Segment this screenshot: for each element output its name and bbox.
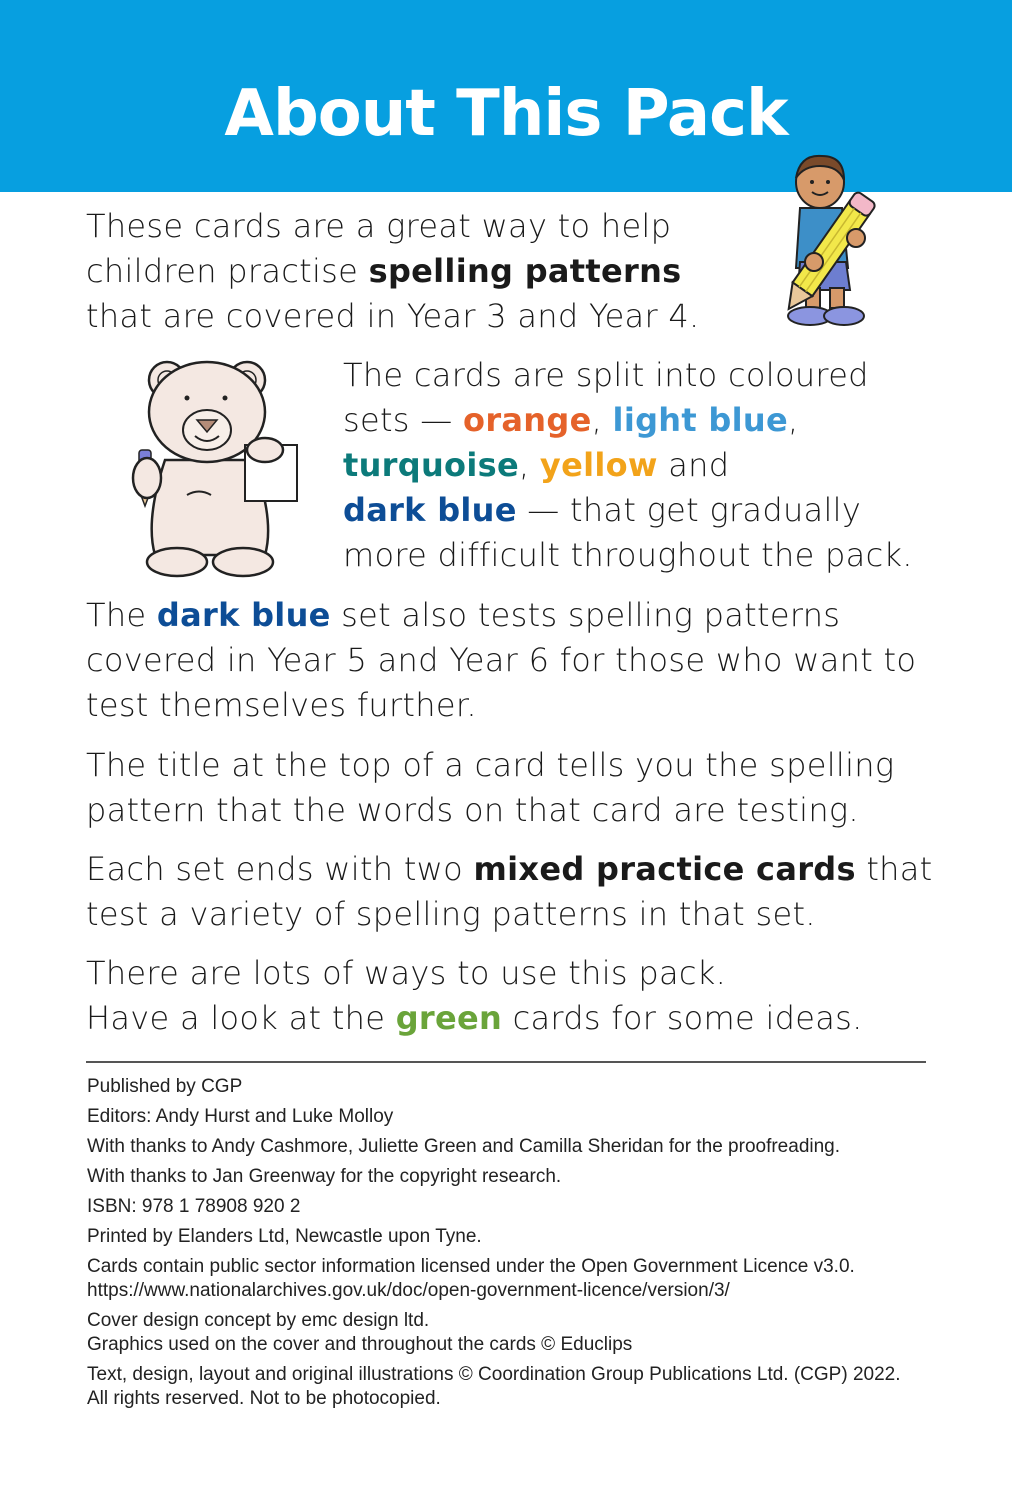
dark-blue-set-label: dark blue	[343, 491, 517, 529]
credit-printer: Printed by Elanders Ltd, Newcastle upon Tyne.	[87, 1226, 482, 1247]
spelling-patterns-emphasis: spelling patterns	[368, 252, 682, 290]
light-blue-set-label: light blue	[612, 401, 788, 439]
credit-copyright: Text, design, layout and original illustrations © Coordination Group Publications Ltd. (CGP) 2022.	[87, 1364, 901, 1385]
credit-publisher: Published by CGP	[87, 1076, 243, 1097]
sets-text: sets —	[343, 401, 464, 439]
section-divider	[86, 1061, 926, 1063]
sets-line-1: The cards are split into coloured	[343, 356, 869, 394]
paragraph-text: cards for some ideas.	[502, 999, 863, 1037]
dark-blue-set-label: dark blue	[156, 596, 331, 634]
green-set-label: green	[395, 999, 503, 1037]
credit-proofreading: With thanks to Andy Cashmore, Juliette Green and Camilla Sheridan for the proofreading.	[87, 1136, 841, 1157]
separator: ,	[518, 446, 540, 484]
dark-blue-paragraph	[86, 593, 946, 728]
intro-paragraph	[86, 204, 766, 339]
bear-holding-paper-icon	[125, 350, 305, 580]
separator: ,	[591, 401, 613, 439]
sets-line-4	[343, 488, 943, 533]
credits-section	[87, 1075, 967, 1417]
paragraph-text: that test a variety of spelling patterns in that set.	[86, 850, 933, 933]
paragraph-text: Have a look at the	[86, 999, 396, 1037]
credit-rights: All rights reserved. Not to be photocopied.	[87, 1388, 441, 1409]
intro-line-2	[86, 249, 766, 294]
intro-line-1: These cards are a great way to help	[86, 207, 672, 245]
credit-copyright-research: With thanks to Jan Greenway for the copyright research.	[87, 1166, 562, 1187]
boy-with-pencil-icon	[760, 150, 900, 330]
paragraph-text: set also tests spelling patterns covered in Year 5 and Year 6 for those who want to test themselves further.	[86, 596, 917, 724]
sets-line-3	[343, 443, 943, 488]
card-title-paragraph: The title at the top of a card tells you the spelling pattern that the words on that card are testing.	[86, 746, 895, 829]
credit-licence: Cards contain public sector information licensed under the Open Government Licence v3.0.	[87, 1256, 855, 1277]
ideas-line-1: There are lots of ways to use this pack.	[86, 954, 727, 992]
ideas-paragraph	[86, 951, 946, 1041]
mixed-practice-paragraph	[86, 847, 946, 937]
paragraph-text: The	[86, 596, 157, 634]
page-title: About This Pack	[224, 77, 788, 151]
credit-graphics: Graphics used on the cover and throughout the cards © Educlips	[87, 1334, 633, 1355]
credit-editors: Editors: Andy Hurst and Luke Molloy	[87, 1106, 394, 1127]
sets-text: and	[657, 446, 730, 484]
ideas-line-2	[86, 996, 946, 1041]
separator: ,	[787, 401, 799, 439]
turquoise-set-label: turquoise	[343, 446, 519, 484]
mixed-practice-emphasis: mixed practice cards	[473, 850, 856, 888]
sets-line-2	[343, 398, 943, 443]
yellow-set-label: yellow	[539, 446, 658, 484]
credit-licence-url: https://www.nationalarchives.gov.uk/doc/open-government-licence/version/3/	[87, 1280, 730, 1301]
credit-isbn: ISBN: 978 1 78908 920 2	[87, 1196, 301, 1217]
credit-cover-design: Cover design concept by emc design ltd.	[87, 1310, 430, 1331]
intro-line-3: that are covered in Year 3 and Year 4.	[86, 297, 700, 335]
sets-text: — that get gradually	[516, 491, 862, 529]
orange-set-label: orange	[463, 401, 592, 439]
coloured-sets-paragraph	[343, 353, 943, 578]
sets-line-5: more difficult throughout the pack.	[343, 536, 913, 574]
paragraph-text: Each set ends with two	[86, 850, 474, 888]
intro-text: children practise	[86, 252, 369, 290]
